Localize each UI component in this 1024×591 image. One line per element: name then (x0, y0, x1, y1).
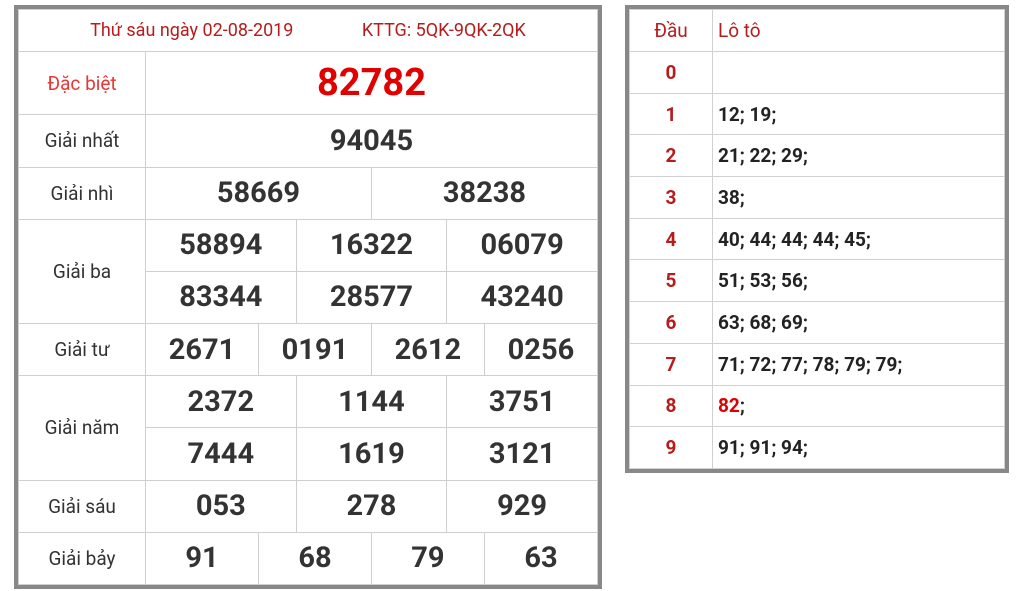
prize-label-first: Giải nhất (19, 115, 146, 167)
prize-row-fifth (19, 376, 598, 428)
loto-dau: 7 (630, 343, 713, 385)
loto-header-dau: Đầu (630, 10, 713, 52)
prize-label-fifth: Giải năm (19, 376, 146, 480)
prize-row-special (19, 52, 598, 115)
prize-number-fourth: 0191 (258, 324, 371, 376)
prize-number-seventh: 79 (371, 532, 484, 584)
prize-number-fifth: 2372 (146, 376, 297, 428)
prize-row-sixth (19, 480, 598, 532)
loto-row (630, 302, 1005, 344)
prize-row-second (19, 167, 598, 219)
loto-dau: 1 (630, 93, 713, 135)
loto-row (630, 177, 1005, 219)
loto-values: 40; 44; 44; 44; 45; (713, 218, 1005, 260)
prize-number-sixth: 278 (296, 480, 447, 532)
prize-row-seventh (19, 532, 598, 584)
prize-number-fifth: 1619 (296, 428, 447, 480)
loto-dau: 8 (630, 385, 713, 427)
prize-number-third: 06079 (447, 219, 598, 271)
loto-dau: 5 (630, 260, 713, 302)
prize-number-first: 94045 (146, 115, 598, 167)
prize-number-third: 83344 (146, 271, 297, 323)
prize-row-fourth (19, 324, 598, 376)
loto-row (630, 52, 1005, 94)
results-header (19, 10, 598, 52)
loto-row (630, 343, 1005, 385)
loto-table (625, 5, 1009, 473)
prize-number-third: 58894 (146, 219, 297, 271)
loto-dau: 2 (630, 135, 713, 177)
prize-number-fourth: 2612 (371, 324, 484, 376)
loto-row (630, 385, 1005, 427)
loto-row (630, 427, 1005, 469)
prize-number-seventh: 68 (258, 532, 371, 584)
prize-number-third: 28577 (296, 271, 447, 323)
prize-number-fifth: 1144 (296, 376, 447, 428)
draw-date: Thứ sáu ngày 02-08-2019 (90, 20, 294, 42)
prize-number-fifth: 7444 (146, 428, 297, 480)
kttg-code: KTTG: 5QK-9QK-2QK (361, 20, 526, 42)
loto-row (630, 218, 1005, 260)
prize-number-fifth: 3121 (447, 428, 598, 480)
loto-values: 38; (713, 177, 1005, 219)
prize-label-special: Đặc biệt (19, 52, 146, 115)
loto-values: 91; 91; 94; (713, 427, 1005, 469)
prize-row-first (19, 115, 598, 167)
prize-number-seventh: 91 (146, 532, 259, 584)
loto-value-suffix: ; (739, 394, 745, 418)
loto-special-value: 82 (718, 394, 740, 418)
prize-number-special: 82782 (146, 52, 598, 115)
loto-dau: 9 (630, 427, 713, 469)
prize-number-third: 16322 (296, 219, 447, 271)
loto-dau: 3 (630, 177, 713, 219)
prize-number-second: 58669 (146, 167, 372, 219)
loto-row (630, 260, 1005, 302)
loto-dau: 6 (630, 302, 713, 344)
prize-number-seventh: 63 (484, 532, 597, 584)
prize-row-third (19, 219, 598, 271)
prize-number-fourth: 2671 (146, 324, 259, 376)
loto-values: 12; 19; (713, 93, 1005, 135)
prize-label-second: Giải nhì (19, 167, 146, 219)
loto-values: 63; 68; 69; (713, 302, 1005, 344)
loto-values: 71; 72; 77; 78; 79; 79; (713, 343, 1005, 385)
prize-number-fourth: 0256 (484, 324, 597, 376)
loto-header-row (630, 10, 1005, 52)
prize-number-sixth: 929 (447, 480, 598, 532)
results-table (14, 5, 602, 589)
loto-dau: 4 (630, 218, 713, 260)
prize-label-fourth: Giải tư (19, 324, 146, 376)
loto-values: 21; 22; 29; (713, 135, 1005, 177)
prize-number-sixth: 053 (146, 480, 297, 532)
prize-number-second: 38238 (371, 167, 597, 219)
loto-values: 51; 53; 56; (713, 260, 1005, 302)
loto-header-loto: Lô tô (713, 10, 1005, 52)
prize-label-third: Giải ba (19, 219, 146, 323)
prize-label-seventh: Giải bảy (19, 532, 146, 584)
prize-number-third: 43240 (447, 271, 598, 323)
loto-dau: 0 (630, 52, 713, 94)
loto-row (630, 135, 1005, 177)
prize-number-fifth: 3751 (447, 376, 598, 428)
loto-values (713, 385, 1005, 427)
results-header-row (19, 10, 598, 52)
loto-values (713, 52, 1005, 94)
loto-row (630, 93, 1005, 135)
prize-label-sixth: Giải sáu (19, 480, 146, 532)
